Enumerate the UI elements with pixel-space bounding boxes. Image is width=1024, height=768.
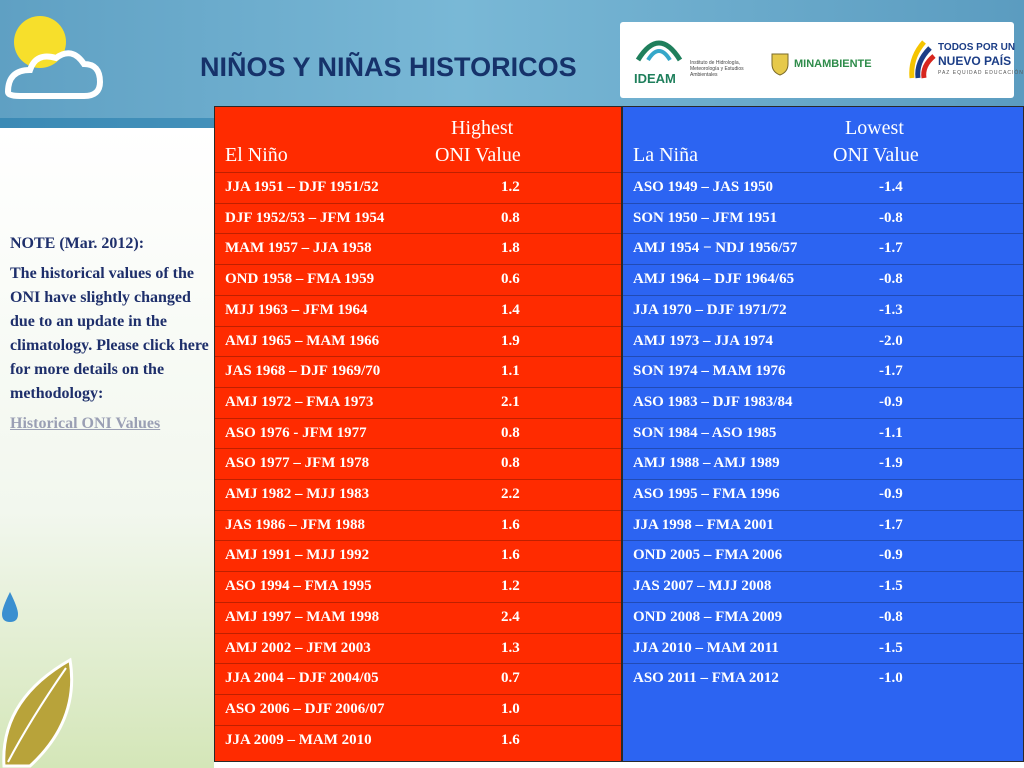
- oni-value-cell: 1.4: [501, 301, 520, 318]
- oni-value-cell: 0.8: [501, 424, 520, 441]
- period-cell: MAM 1957 – JJA 1958: [225, 240, 372, 257]
- oni-value-cell: -2.0: [879, 332, 903, 349]
- row-divider: [623, 264, 1023, 265]
- row-divider: [623, 479, 1023, 480]
- row-divider: [623, 387, 1023, 388]
- oni-value-cell: 1.6: [501, 731, 520, 748]
- table-row: [633, 517, 1013, 537]
- row-divider: [215, 602, 621, 603]
- period-cell: AMJ 1988 – AMJ 1989: [633, 455, 780, 472]
- water-drop-icon: [0, 590, 20, 624]
- oni-value-cell: -0.9: [879, 393, 903, 410]
- table-row: [225, 302, 605, 322]
- row-divider: [623, 233, 1023, 234]
- todos-line-2: NUEVO PAÍS: [938, 54, 1012, 68]
- period-cell: JJA 2009 – MAM 2010: [225, 731, 372, 748]
- period-cell: SON 1984 – ASO 1985: [633, 424, 777, 441]
- period-cell: JAS 1968 – DJF 1969/70: [225, 363, 381, 380]
- period-cell: ASO 1983 – DJF 1983/84: [633, 393, 793, 410]
- oni-value-cell: -1.1: [879, 424, 903, 441]
- period-cell: AMJ 1973 – JJA 1974: [633, 332, 773, 349]
- table-row: [225, 547, 605, 567]
- table-row: [225, 517, 605, 537]
- oni-value-cell: 1.1: [501, 363, 520, 380]
- row-divider: [215, 725, 621, 726]
- table-row: [225, 486, 605, 506]
- oni-value-cell: -1.5: [879, 639, 903, 656]
- period-cell: AMJ 1972 – FMA 1973: [225, 393, 374, 410]
- period-cell: JJA 2004 – DJF 2004/05: [225, 670, 379, 687]
- colombia-shield-icon: [770, 52, 790, 76]
- oni-value-cell: -0.8: [879, 209, 903, 226]
- oni-value-cell: 2.4: [501, 608, 520, 625]
- oni-value-cell: 0.8: [501, 455, 520, 472]
- oni-value-cell: 1.2: [501, 578, 520, 595]
- table-row: [633, 455, 1013, 475]
- table-row: [633, 670, 1013, 690]
- historical-oni-link[interactable]: Historical ONI Values: [10, 415, 161, 432]
- row-divider: [623, 172, 1023, 173]
- oni-value-cell: 1.6: [501, 516, 520, 533]
- row-divider: [623, 418, 1023, 419]
- oni-value-cell: 2.1: [501, 393, 520, 410]
- oni-value-cell: -1.5: [879, 578, 903, 595]
- period-cell: ASO 1949 – JAS 1950: [633, 179, 774, 195]
- row-divider: [623, 326, 1023, 327]
- table-row: [225, 333, 605, 353]
- period-cell: ASO 1994 – FMA 1995: [225, 578, 372, 595]
- period-cell: SON 1974 – MAM 1976: [633, 363, 786, 380]
- row-divider: [623, 510, 1023, 511]
- row-divider: [215, 540, 621, 541]
- minambiente-wordmark: MINAMBIENTE: [794, 58, 872, 70]
- period-cell: AMJ 1991 – MJJ 1992: [225, 547, 370, 564]
- table-row: [633, 578, 1013, 598]
- el-nino-header-value: ONI Value: [435, 144, 521, 166]
- table-row: [225, 701, 605, 721]
- todos-por-un-nuevo-pais-logo: [908, 38, 1024, 86]
- period-cell: ASO 1976 - JFM 1977: [225, 424, 367, 441]
- row-divider: [623, 602, 1023, 603]
- period-cell: JAS 2007 – MJJ 2008: [633, 578, 772, 595]
- table-row: [225, 609, 605, 629]
- note-heading: NOTE (Mar. 2012):: [10, 235, 145, 252]
- table-row: [633, 363, 1013, 383]
- row-divider: [215, 295, 621, 296]
- oni-value-cell: -1.0: [879, 670, 903, 687]
- table-row: [633, 394, 1013, 414]
- row-divider: [215, 479, 621, 480]
- row-divider: [623, 571, 1023, 572]
- period-cell: AMJ 1982 – MJJ 1983: [225, 486, 370, 502]
- period-cell: JJA 1970 – DJF 1971/72: [633, 301, 787, 318]
- period-cell: OND 2005 – FMA 2006: [633, 547, 783, 564]
- row-divider: [623, 540, 1023, 541]
- table-row: [225, 210, 605, 230]
- row-divider: [623, 663, 1023, 664]
- note-body: The historical values of the ONI have slightly changed due to an update in the climatology. Please click here for more details on the methodology:: [10, 265, 209, 402]
- oni-value-cell: 1.9: [501, 332, 520, 349]
- table-row: [633, 640, 1013, 660]
- period-cell: AMJ 1954 − NDJ 1956/57: [633, 240, 798, 257]
- period-cell: ASO 1995 – FMA 1996: [633, 486, 780, 502]
- table-row: [225, 363, 605, 383]
- leaf-icon: [0, 640, 110, 768]
- oni-value-cell: -0.8: [879, 271, 903, 288]
- table-row: [225, 271, 605, 291]
- row-divider: [623, 633, 1023, 634]
- ideam-logo: [634, 30, 754, 90]
- sun-cloud-icon: [0, 0, 110, 110]
- row-divider: [215, 387, 621, 388]
- period-cell: JAS 1986 – JFM 1988: [225, 516, 365, 533]
- table-row: [633, 179, 1013, 199]
- flag-swoosh-icon: [908, 38, 936, 82]
- table-row: [225, 394, 605, 414]
- table-row: [225, 179, 605, 199]
- table-row: [633, 486, 1013, 506]
- row-divider: [215, 356, 621, 357]
- row-divider: [215, 233, 621, 234]
- row-divider: [215, 448, 621, 449]
- table-row: [225, 240, 605, 260]
- period-cell: JJA 1951 – DJF 1951/52: [225, 179, 379, 195]
- todos-line-1: TODOS POR UN: [938, 42, 1016, 53]
- table-row: [633, 609, 1013, 629]
- row-divider: [215, 264, 621, 265]
- la-nina-table: [622, 106, 1024, 762]
- row-divider: [623, 356, 1023, 357]
- table-row: [633, 240, 1013, 260]
- la-nina-header-top: Lowest: [845, 117, 904, 139]
- row-divider: [215, 694, 621, 695]
- oni-value-cell: 1.6: [501, 547, 520, 564]
- period-cell: AMJ 1964 – DJF 1964/65: [633, 271, 795, 288]
- oni-value-cell: -1.3: [879, 301, 903, 318]
- oni-value-cell: -1.9: [879, 455, 903, 472]
- oni-value-cell: 0.6: [501, 271, 520, 288]
- oni-value-cell: -0.8: [879, 608, 903, 625]
- table-row: [225, 425, 605, 445]
- page-title: NIÑOS Y NIÑAS HISTORICOS: [200, 52, 577, 82]
- oni-value-cell: -0.9: [879, 486, 903, 502]
- row-divider: [623, 203, 1023, 204]
- table-row: [633, 333, 1013, 353]
- row-divider: [215, 633, 621, 634]
- period-cell: OND 2008 – FMA 2009: [633, 608, 783, 625]
- table-row: [225, 640, 605, 660]
- oni-value-cell: 1.3: [501, 639, 520, 656]
- ideam-subtitle: Instituto de Hidrología, Meteorología y Estudios Ambientales: [690, 60, 744, 78]
- period-cell: DJF 1952/53 – JFM 1954: [225, 209, 385, 226]
- oni-value-cell: -1.4: [879, 179, 903, 195]
- la-nina-header-label: La Niña: [633, 144, 698, 166]
- el-nino-header-top: Highest: [451, 117, 514, 139]
- el-nino-header-label: El Niño: [225, 144, 288, 166]
- el-nino-table: [214, 106, 622, 762]
- oni-value-cell: 2.2: [501, 486, 520, 502]
- oni-value-cell: 1.2: [501, 179, 520, 195]
- table-row: [225, 578, 605, 598]
- table-row: [633, 425, 1013, 445]
- period-cell: OND 1958 – FMA 1959: [225, 271, 375, 288]
- oni-value-cell: 0.8: [501, 209, 520, 226]
- oni-value-cell: 1.0: [501, 700, 520, 717]
- period-cell: JJA 1998 – FMA 2001: [633, 516, 774, 533]
- period-cell: ASO 1977 – JFM 1978: [225, 455, 370, 472]
- la-nina-header-value: ONI Value: [833, 144, 919, 166]
- table-row: [225, 455, 605, 475]
- row-divider: [215, 418, 621, 419]
- period-cell: ASO 2011 – FMA 2012: [633, 670, 779, 687]
- row-divider: [215, 326, 621, 327]
- period-cell: ASO 2006 – DJF 2006/07: [225, 700, 385, 717]
- ideam-wordmark: IDEAM: [634, 71, 676, 86]
- table-row: [225, 732, 605, 752]
- table-row: [633, 210, 1013, 230]
- oni-note: [10, 232, 210, 442]
- row-divider: [215, 663, 621, 664]
- oni-value-cell: -1.7: [879, 240, 903, 257]
- oni-value-cell: -1.7: [879, 516, 903, 533]
- row-divider: [215, 203, 621, 204]
- minambiente-logo: [770, 52, 890, 78]
- row-divider: [215, 571, 621, 572]
- row-divider: [623, 295, 1023, 296]
- period-cell: AMJ 1965 – MAM 1966: [225, 332, 380, 349]
- period-cell: MJJ 1963 – JFM 1964: [225, 301, 368, 318]
- todos-line-3: PAZ EQUIDAD EDUCACIÓN: [938, 70, 1024, 76]
- table-row: [225, 670, 605, 690]
- row-divider: [215, 172, 621, 173]
- table-row: [633, 302, 1013, 322]
- period-cell: AMJ 1997 – MAM 1998: [225, 608, 380, 625]
- table-row: [633, 271, 1013, 291]
- oni-value-cell: -1.7: [879, 363, 903, 380]
- period-cell: SON 1950 – JFM 1951: [633, 209, 778, 226]
- oni-value-cell: 1.8: [501, 240, 520, 257]
- ideam-emblem-icon: [634, 30, 684, 70]
- row-divider: [215, 510, 621, 511]
- period-cell: AMJ 2002 – JFM 2003: [225, 639, 371, 656]
- oni-value-cell: 0.7: [501, 670, 520, 687]
- logo-panel: [620, 22, 1024, 98]
- table-row: [633, 547, 1013, 567]
- oni-value-cell: -0.9: [879, 547, 903, 564]
- row-divider: [623, 448, 1023, 449]
- period-cell: JJA 2010 – MAM 2011: [633, 639, 779, 656]
